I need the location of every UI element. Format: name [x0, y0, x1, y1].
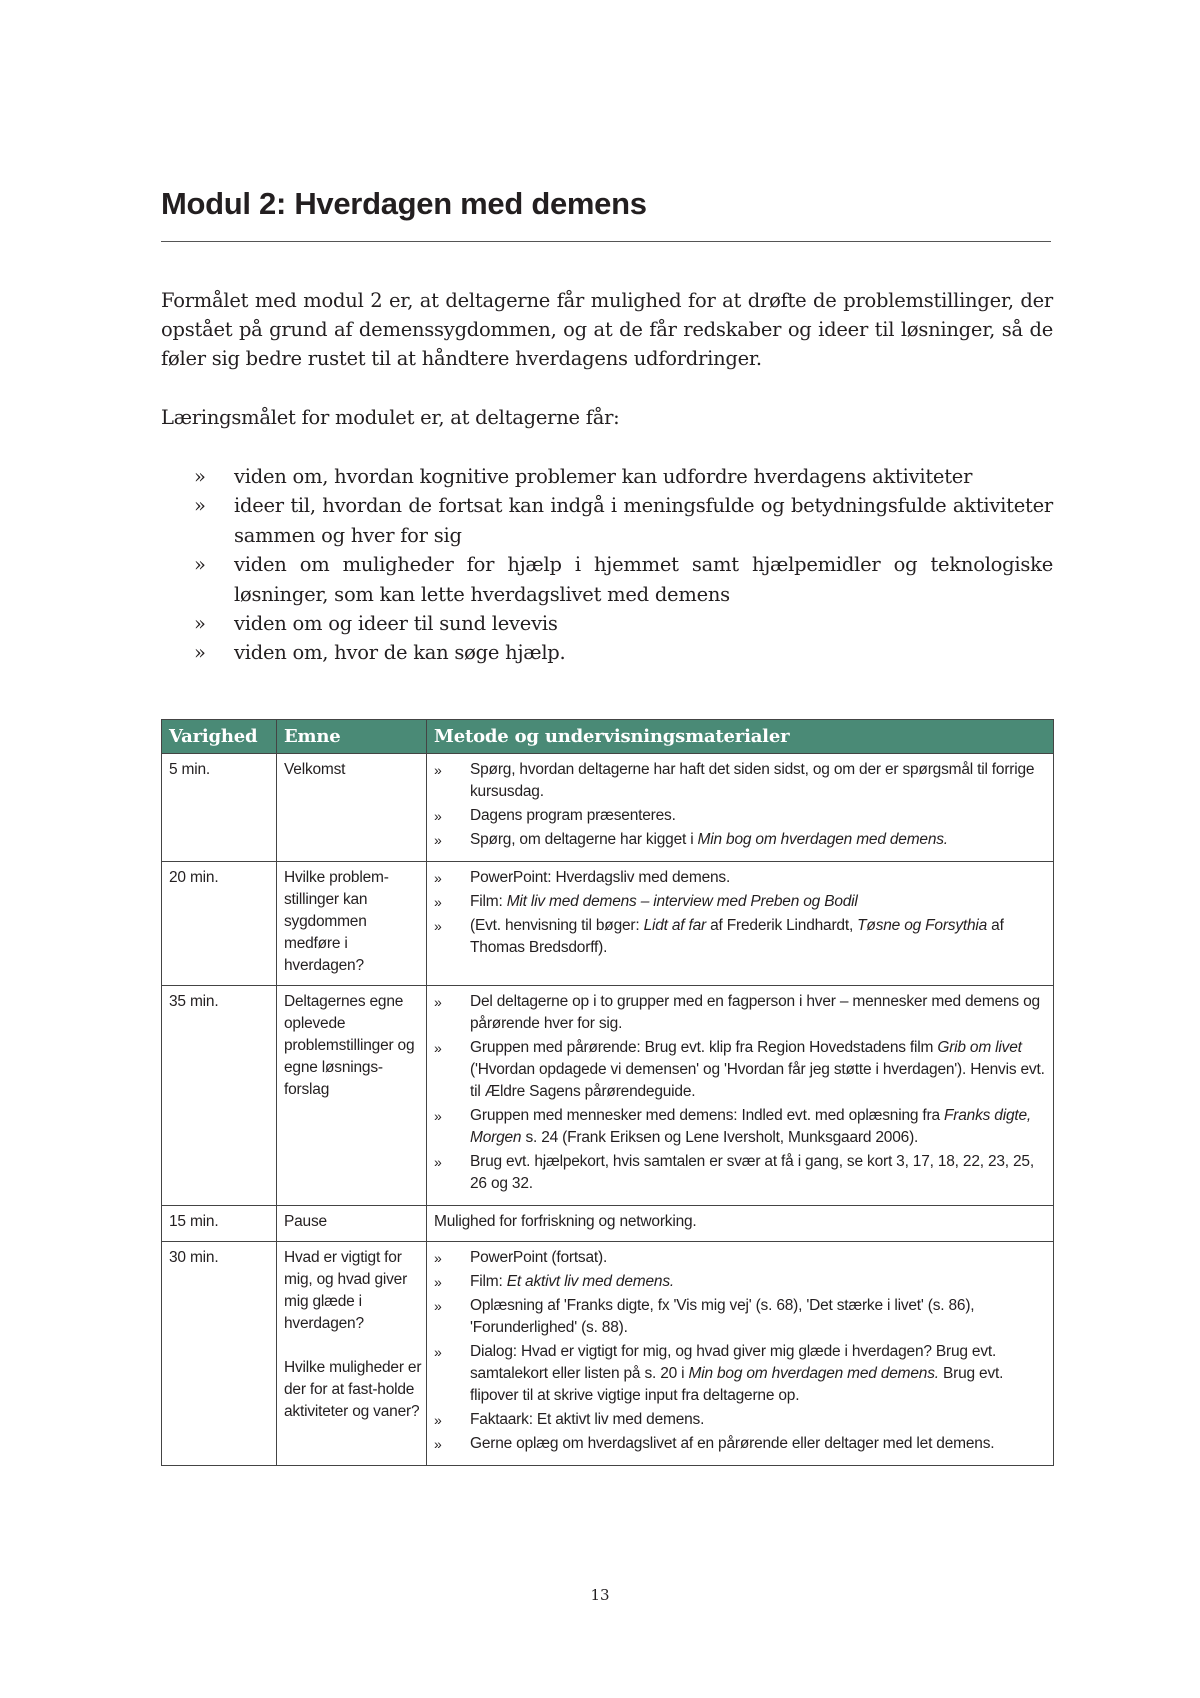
bullet-icon: »	[194, 553, 206, 577]
bullet-icon: »	[194, 612, 206, 636]
duration-cell: 30 min.	[162, 1242, 277, 1466]
duration-cell: 5 min.	[162, 754, 277, 862]
duration-cell: 20 min.	[162, 862, 277, 986]
bullet-icon: »	[434, 1412, 442, 1428]
intro-paragraph: Formålet med modul 2 er, at deltagerne får mulighed for at drøfte de problemstillinger, der opstået på grund af demenssygdommen, og at de får redskaber og ideer til løsninger, så de føler sig bedre rustet til at håndtere hverdagens udfordringer.	[161, 289, 1053, 370]
learning-goal-item: » viden om og ideer til sund levevis	[161, 609, 1053, 638]
method-item: » PowerPoint (fortsat).	[434, 1247, 1046, 1269]
learning-goal-item: » viden om muligheder for hjælp i hjemmet samt hjælpemidler og teknologiske løsninger, som kan lette hverdagslivet med demens	[161, 550, 1053, 609]
page-title: Modul 2: Hverdagen med demens	[161, 186, 647, 221]
method-item: » Film: Et aktivt liv med demens.	[434, 1271, 1046, 1293]
topic-cell: Deltagernes egne oplevede problemstillinger og egne løsnings-forslag	[277, 986, 427, 1206]
bullet-icon: »	[434, 994, 442, 1010]
bullet-icon: »	[434, 1154, 442, 1170]
method-item: » Dialog: Hvad er vigtigt for mig, og hvad giver mig glæde i hverdagen? Brug evt. samtalekort eller listen på s. 20 i Min bog om hverdagen med demens. Brug evt. flipover til at skrive vigtige input fra deltagerne op.	[434, 1343, 1004, 1404]
topic-cell: Velkomst	[277, 754, 427, 862]
learning-goals-lead: Læringsmålet for modulet er, at deltagerne får:	[161, 406, 620, 429]
bullet-icon: »	[434, 1436, 442, 1452]
method-cell	[427, 1242, 1054, 1466]
topic-text: Hvilke muligheder er der for at fast-holde aktiviteter og vaner?	[284, 1359, 422, 1420]
learning-goal-item: » viden om, hvordan kognitive problemer kan udfordre hverdagens aktiviteter	[161, 462, 1053, 491]
bullet-icon: »	[434, 1250, 442, 1266]
bullet-icon: »	[434, 1344, 442, 1360]
bullet-icon: »	[194, 641, 206, 665]
table-row	[162, 754, 1054, 862]
method-item: » Dagens program præsenteres.	[434, 805, 1046, 827]
method-item: » Del deltagerne op i to grupper med en fagperson i hver – mennesker med demens og pårørende hver for sig.	[434, 993, 1040, 1032]
header-topic: Emne	[277, 720, 427, 754]
method-item: » (Evt. henvisning til bøger: Lidt af far af Frederik Lindhardt, Tøsne og Forsythia af Thomas Bredsdorff).	[434, 917, 1004, 956]
bullet-icon: »	[434, 870, 442, 886]
table-row	[162, 862, 1054, 986]
table-row	[162, 1206, 1054, 1242]
method-item: » Gerne oplæg om hverdagslivet af en pårørende eller deltager med let demens.	[434, 1433, 1046, 1455]
method-item: » Film: Mit liv med demens – interview med Preben og Bodil	[434, 891, 1046, 913]
bullet-icon: »	[434, 894, 442, 910]
topic-cell: Hvilke problem-stillinger kan sygdommen medføre i hverdagen?	[277, 862, 427, 986]
method-item: » Gruppen med mennesker med demens: Indled evt. med oplæsning fra Franks digte, Morgen s. 24 (Frank Eriksen og Lene Iversholt, Munksgaard 2006).	[434, 1107, 1031, 1146]
topic-text: Hvad er vigtigt for mig, og hvad giver mig glæde i hverdagen?	[284, 1249, 408, 1332]
topic-cell: Pause	[277, 1206, 427, 1242]
table-row	[162, 1242, 1054, 1466]
method-cell	[427, 986, 1054, 1206]
duration-cell: 35 min.	[162, 986, 277, 1206]
bullet-icon: »	[434, 1298, 442, 1314]
method-item: » Gruppen med pårørende: Brug evt. klip fra Region Hovedstadens film Grib om livet ('Hvordan opdagede vi demensen' og 'Hvordan får jeg støtte i hverdagen'). Henvis evt. til Ældre Sagens pårørendeguide.	[434, 1039, 1045, 1100]
method-cell: Mulighed for forfriskning og networking.	[427, 1206, 1054, 1242]
learning-goal-item: » ideer til, hvordan de fortsat kan indgå i meningsfulde og betydningsfulde aktiviteter sammen og hver for sig	[161, 491, 1053, 550]
method-item: » Spørg, om deltagerne har kigget i Min bog om hverdagen med demens.	[434, 829, 1046, 851]
method-item: » Spørg, hvordan deltagerne har haft det siden sidst, og om der er spørgsmål til forrige kursusdag.	[434, 761, 1035, 800]
method-item: » PowerPoint: Hverdagsliv med demens.	[434, 867, 1046, 889]
learning-goals-list	[161, 462, 1053, 668]
learning-goal-item: » viden om, hvor de kan søge hjælp.	[161, 638, 1053, 667]
header-duration: Varighed	[162, 720, 277, 754]
table-header-row	[162, 720, 1054, 754]
topic-cell	[277, 1242, 427, 1466]
method-item: » Faktaark: Et aktivt liv med demens.	[434, 1409, 1046, 1431]
bullet-icon: »	[434, 1040, 442, 1056]
bullet-icon: »	[434, 832, 442, 848]
method-cell	[427, 862, 1054, 986]
title-divider	[161, 241, 1051, 242]
module-plan-table	[161, 719, 1054, 1466]
method-item: » Brug evt. hjælpekort, hvis samtalen er svær at få i gang, se kort 3, 17, 18, 22, 23, 25, 26 og 32.	[434, 1153, 1034, 1192]
bullet-icon: »	[434, 1274, 442, 1290]
header-method: Metode og undervisningsmaterialer	[427, 720, 1054, 754]
bullet-icon: »	[434, 918, 442, 934]
table-row	[162, 986, 1054, 1206]
bullet-icon: »	[194, 465, 206, 488]
bullet-icon: »	[194, 494, 206, 518]
bullet-icon: »	[434, 1108, 442, 1124]
page-number: 13	[590, 1586, 610, 1604]
duration-cell: 15 min.	[162, 1206, 277, 1242]
method-cell	[427, 754, 1054, 862]
bullet-icon: »	[434, 808, 442, 824]
method-item: » Oplæsning af 'Franks digte, fx 'Vis mig vej' (s. 68), 'Det stærke i livet' (s. 86), 'Forunderlighed' (s. 88).	[434, 1297, 975, 1336]
bullet-icon: »	[434, 762, 442, 778]
